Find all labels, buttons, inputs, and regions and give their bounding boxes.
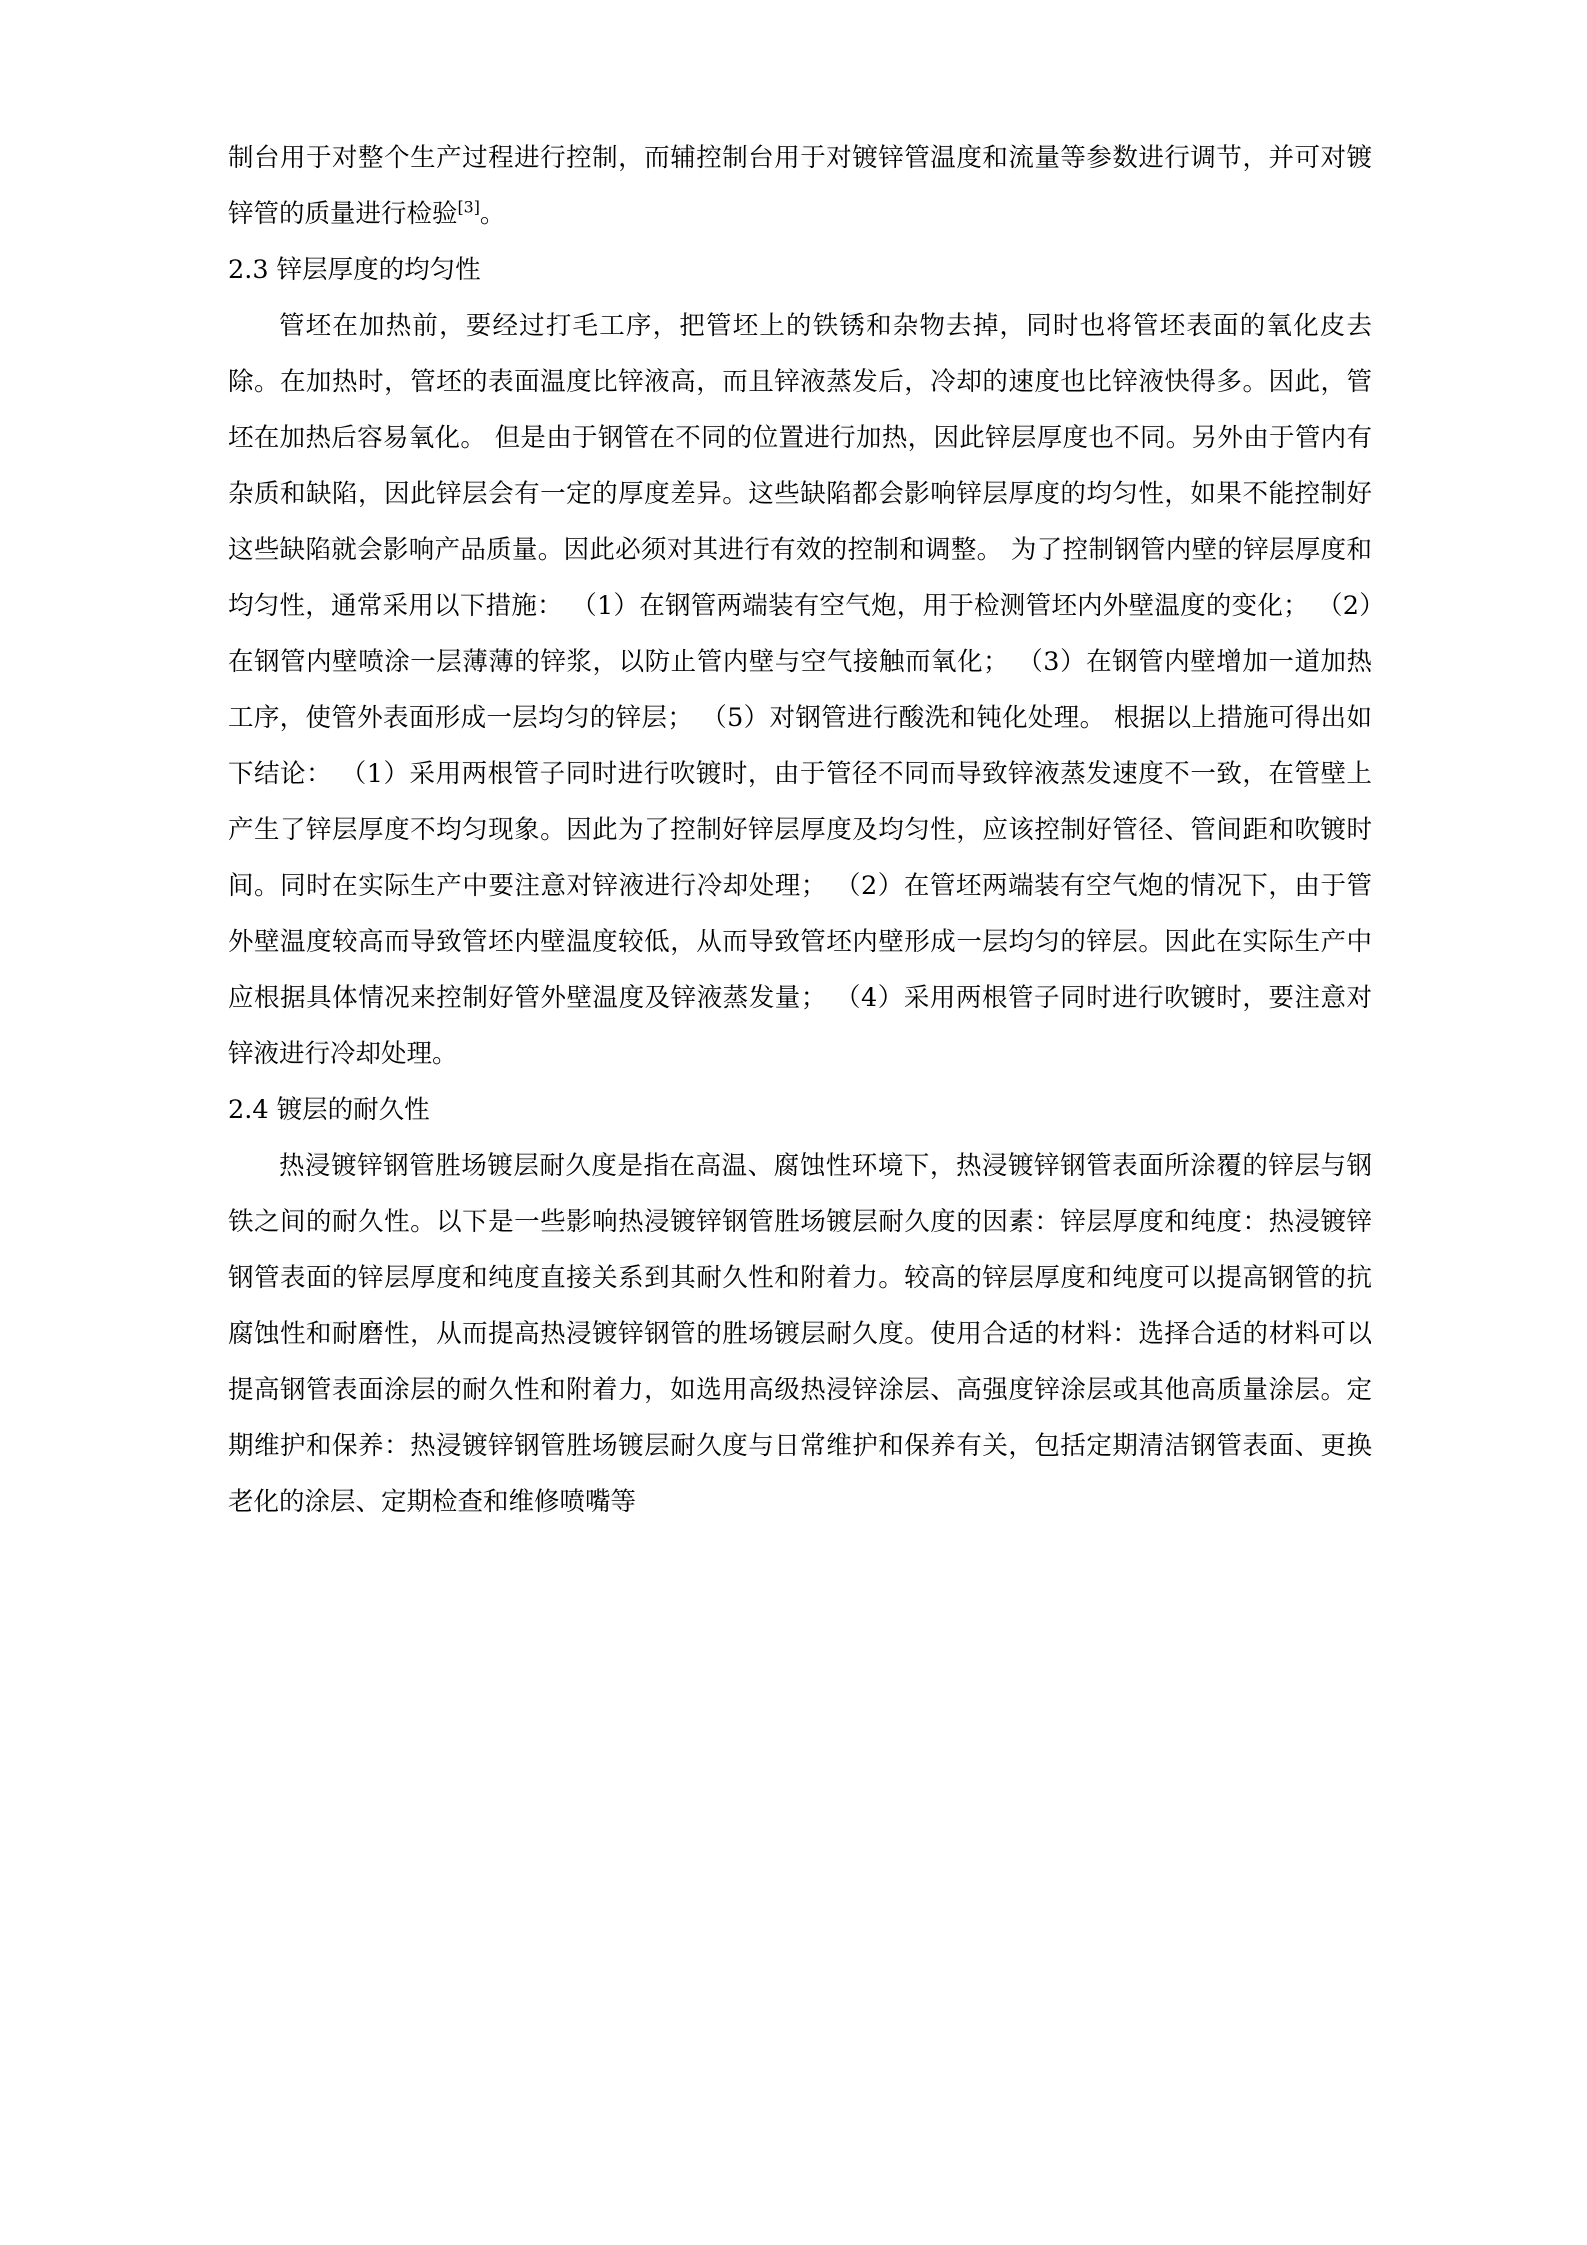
- section-heading-2-4: 2.4 镀层的耐久性: [228, 1095, 430, 1125]
- citation-marker: [3]: [457, 197, 480, 217]
- paragraph-text: 制台用于对整个生产过程进行控制，而辅控制台用于对镀锌管温度和流量等参数进行调节，并可对镀锌管的质量进行检验: [228, 143, 1372, 229]
- paragraph-coating-durability: 热浸镀锌钢管胜场镀层耐久度是指在高温、腐蚀性环境下，热浸镀锌钢管表面所涂覆的锌层与钢铁之间的耐久性。以下是一些影响热浸镀锌钢管胜场镀层耐久度的因素：锌层厚度和纯度：热浸镀锌钢管表面的锌层厚度和纯度直接关系到其耐久性和附着力。较高的锌层厚度和纯度可以提高钢管的抗腐蚀性和耐磨性，从而提高热浸镀锌钢管的胜场镀层耐久度。使用合适的材料：选择合适的材料可以提高钢管表面涂层的耐久性和附着力，如选用高级热浸锌涂层、高强度锌涂层或其他高质量涂层。定期维护和保养：热浸镀锌钢管胜场镀层耐久度与日常维护和保养有关，包括定期清洁钢管表面、更换老化的涂层、定期检查和维修喷嘴等: [228, 1151, 1372, 1517]
- paragraph-zinc-thickness: 管坯在加热前，要经过打毛工序，把管坯上的铁锈和杂物去掉，同时也将管坯表面的氧化皮去除。在加热时，管坯的表面温度比锌液高，而且锌液蒸发后，冷却的速度也比锌液快得多。因此，管坯在加热后容易氧化。 但是由于钢管在不同的位置进行加热，因此锌层厚度也不同。另外由于管内有杂质和缺陷，因此锌层会有一定的厚度差异。这些缺陷都会影响锌层厚度的均匀性，如果不能控制好这些缺陷就会影响产品质量。因此必须对其进行有效的控制和调整。 为了控制钢管内壁的锌层厚度和均匀性，通常采用以下措施： （1）在钢管两端装有空气炮，用于检测管坯内外壁温度的变化； （2）在钢管内壁喷涂一层薄薄的锌浆，以防止管内壁与空气接触而氧化； （3）在钢管内壁增加一道加热工序，使管外表面形成一层均匀的锌层； （5）对钢管进行酸洗和钝化处理。 根据以上措施可得出如下结论： （1）采用两根管子同时进行吹镀时，由于管径不同而导致锌液蒸发速度不一致，在管壁上产生了锌层厚度不均匀现象。因此为了控制好锌层厚度及均匀性，应该控制好管径、管间距和吹镀时间。同时在实际生产中要注意对锌液进行冷却处理； （2）在管坯两端装有空气炮的情况下，由于管外壁温度较高而导致管坯内壁温度较低，从而导致管坯内壁形成一层均匀的锌层。因此在实际生产中应根据具体情况来控制好管外壁温度及锌液蒸发量； （4）采用两根管子同时进行吹镀时，要注意对锌液进行冷却处理。: [228, 311, 1372, 1069]
- section-heading-2-3: 2.3 锌层厚度的均匀性: [228, 255, 481, 285]
- paragraph-continued: [228, 130, 1372, 242]
- document-body: [228, 130, 1372, 1530]
- paragraph-tail: 。: [479, 199, 506, 229]
